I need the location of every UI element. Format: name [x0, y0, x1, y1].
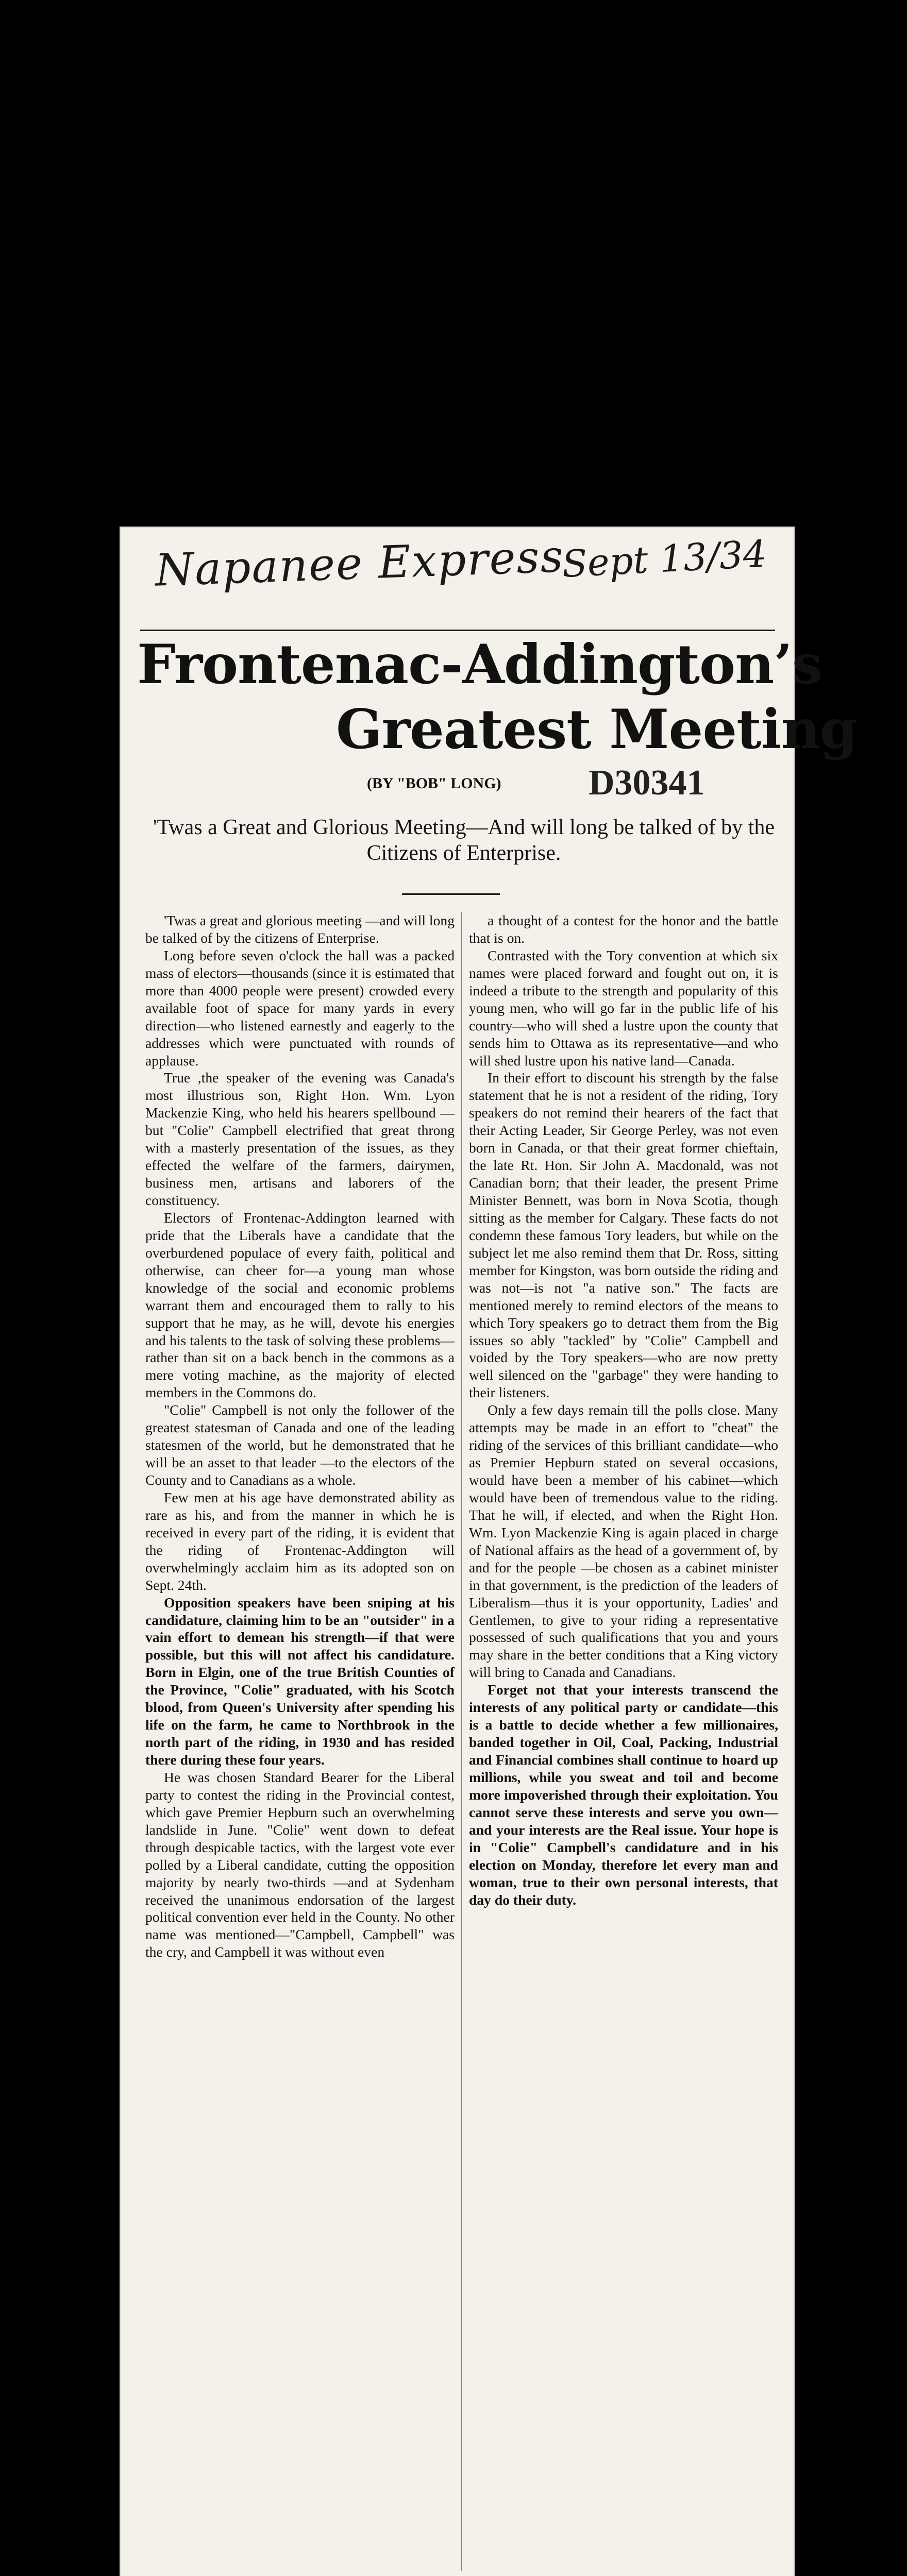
left-paragraph-1: 'Twas a great and glorious meeting —and will long be talked of by the citizens of Enterprise. — [145, 912, 455, 946]
right-paragraph-3: In their effort to discount his strength by the false statement that he is not a resident of the riding, Tory speakers do not remind their hearers of the fact that their Acting Leader, Sir George Perley, was not even born in Canada, or that their great former chieftain, the late Rt. Hon. Sir John A. Macdonald, was not Canadian born; that their leader, the present Prime Minister Bennett, was born in Nova Scotia, though sitting as the member for Calgary. These facts do not condemn these famous Tory leaders, but while on the subject let me also remind them that Dr. Ross, sitting member for Kingston, was born outside the riding and was not—is not "a native son." The facts are mentioned merely to remind electors of the means to which Tory speakers go to detract them from the Big issues so ably "tackled" by "Colie" Campbell and voided by the Tory speakers—who are now pretty well silenced on the "garbage" they were handing to their listeners. — [469, 1070, 778, 1401]
handwritten-date-note: Sept 13/34 — [561, 532, 768, 586]
left-paragraph-8: He was chosen Standard Bearer for the Liberal party to contest the riding in the Provincial contest, which gave Premier Hepburn such an overwhelming landslide in June. "Colie" went down to defeat through despicable tactics, with the largest vote ever polled by a Liberal candidate, cutting the opposition majority by nearly two-thirds —and at Sydenham received the unanimous endorsation of the largest political convention ever held in the County. No other name was mentioned—"Campbell, Campbell" was the cry, and Campbell it was without even — [145, 1769, 455, 1960]
right-paragraph-2: Contrasted with the Tory convention at which six names were placed forward and fought out on, it is indeed a tribute to the strength and popularity of this young men, who will go far in the public life of his country—who will shed a lustre upon the county that sends him to Ottawa as its representative—and who will shed lustre upon his native land—Canada. — [469, 947, 778, 1069]
headline-line-1: Frontenac-Addington’s — [137, 632, 822, 696]
right-paragraph-4: Only a few days remain till the polls close. Many attempts may be made in an effort to "cheat" the riding of the services of this brilliant candidate—who as Premier Hepburn stated on several occasions, would have been a member of his cabinet—which would have been of tremendous value to the riding. That he will, if elected, and when the Right Hon. Wm. Lyon Mackenzie King is again placed in charge of National affairs as the head of a government of, by and for the people —be chosen as a cabinet minister in that government, is the prediction of the leaders of Liberalism—thus it is your opportunity, Ladies' and Gentlemen, to give to your riding a representative possessed of such qualifications that you and yours may share in the better conditions that a King victory will bring to Canada and Canadians. — [469, 1402, 778, 1681]
left-paragraph-5: "Colie" Campbell is not only the follower of the greatest statesman of Canada and one of the leading statesmen of the world, but he demonstrated that he will be an asset to that leader —to the electors of the County and to Canadians as a whole. — [145, 1402, 455, 1488]
headline-line-2: Greatest Meeting — [336, 697, 858, 761]
left-column — [145, 912, 455, 2576]
right-paragraph-5: Forget not that your interests transcend the interests of any political party or candidate—this is a battle to decide whether a few millionaires, banded together in Oil, Coal, Packing, Industrial and Financial combines shall continue to hoard up millions, while you sweat and toil and become more impoverished through their exploitation. You cannot serve these interests and serve you own—and your interests are the Real issue. Your hope is in "Colie" Campbell's candidature and in his election on Monday, therefore let every man and woman, true to their own personal interests, that day do their duty. — [469, 1682, 778, 1908]
right-paragraph-1: a thought of a contest for the honor and the battle that is on. — [469, 912, 778, 946]
article-columns — [145, 912, 784, 2576]
left-paragraph-4: Electors of Frontenac-Addington learned with pride that the Liberals have a candidate that the overburdened populace of every faith, political and otherwise, can cheer for—a young man whose knowledge of the social and economic problems warrant them and encouraged them to rally to his support that he may, as he will, devote his energies and his talents to the task of solving these problems—rather than sit on a back bench in the commons as a mere voting machine, as the majority of elected members in the Commons do. — [145, 1209, 455, 1401]
center-divider — [402, 893, 500, 895]
left-paragraph-6: Few men at his age have demonstrated ability as rare as his, and from the manner in which he is received in every part of the riding, it is evident that the riding of Frontenac-Addington will overwhelmingly acclaim him as its adopted son on Sept. 24th. — [145, 1489, 455, 1593]
column-divider — [461, 912, 462, 2571]
right-column — [469, 912, 778, 2576]
subheadline: 'Twas a Great and Glorious Meeting—And will long be talked of by the Citizens of Enterprise. — [153, 816, 775, 865]
handwritten-source-note: Napanee Express — [154, 531, 565, 597]
left-paragraph-7: Opposition speakers have been sniping at his candidature, claiming him to be an "outsider" in a vain effort to demean his strength—if that were possible, but this will not affect his candidature. Born in Elgin, one of the true British Counties of the Province, "Colie" graduated, with his Scotch blood, from Queen's University after spending his life on the farm, he came to Northbrook in the north part of the riding, in 1930 and has resided there during these four years. — [145, 1594, 455, 1768]
byline: (BY "BOB" LONG) — [367, 775, 501, 792]
left-paragraph-3: True ,the speaker of the evening was Canada's most illustrious son, Right Hon. Wm. Lyon Mackenzie King, who held his hearers spellbound — but "Colie" Campbell electrified that great throng with a masterly presentation of the issues, as they effected the welfare of the farmers, dairymen, business men, artisans and laborers of the constituency. — [145, 1070, 455, 1208]
left-paragraph-2: Long before seven o'clock the hall was a packed mass of electors—thousands (since it is estimated that more than 4000 people were present) crowded every available foot of space for many yards in every direction—who listened earnestly and eagerly to the addresses which were punctuated with rounds of applause. — [145, 947, 455, 1069]
top-rule — [140, 630, 775, 631]
archive-stamp: D30341 — [589, 763, 705, 803]
newspaper-clipping — [120, 527, 858, 2576]
